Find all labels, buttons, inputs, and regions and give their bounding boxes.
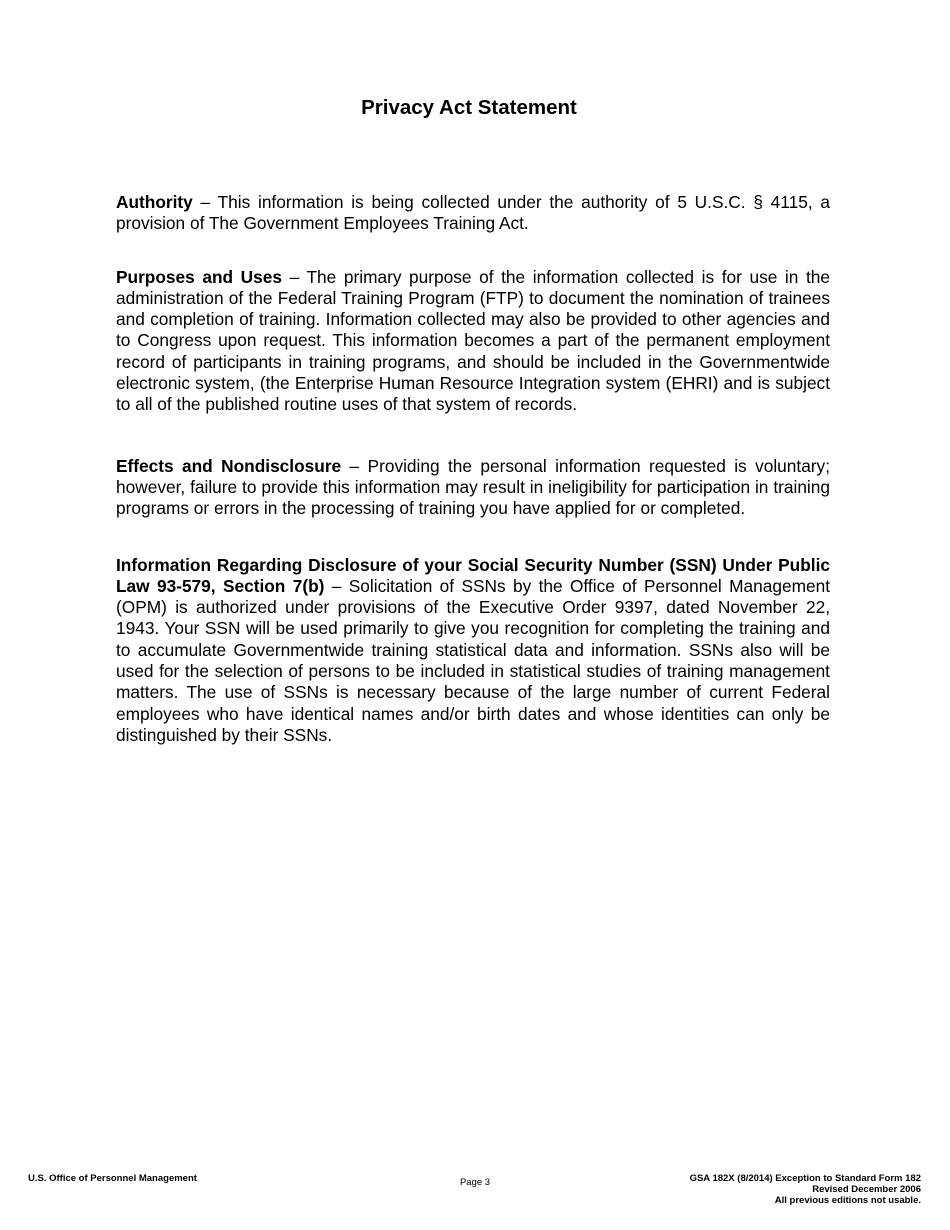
footer-form-number: GSA 182X (8/2014) Exception to Standard Form 182 [689, 1173, 921, 1184]
section-separator: – [192, 192, 218, 212]
section-separator: – [324, 575, 349, 596]
section-body: Solicitation of SSNs by the Office of Personnel Management (OPM) is authorized under provisions of the Executive Order 9397, dated November 22, 1943. Your SSN will be used primarily to give you recognition for completing the training and to accumulate Governmentwide training statistical data and information. SSNs also will be used for the selection of persons to be included in statistical studies of training management matters. The use of SSNs is necessary because of the large number of current Federal employees who have identical names and/or birth dates and whose identities can only be distinguished by their SSNs. [116, 575, 831, 745]
page-title: Privacy Act Statement [361, 96, 577, 119]
footer-agency: U.S. Office of Personnel Management [28, 1173, 197, 1184]
section-heading: Effects and Nondisclosure [116, 455, 342, 476]
section-authority [116, 192, 830, 235]
section-purposes-and-uses [116, 267, 830, 416]
section-separator: – [281, 266, 307, 287]
section-body: This information is being collected under the authority of 5 U.S.C. § 4115, a provision of The Government Employees Training Act. [116, 192, 830, 234]
footer-revision-date: Revised December 2006 [812, 1184, 921, 1195]
footer-page-number: Page 3 [459, 1177, 491, 1188]
section-effects-and-nondisclosure [116, 456, 830, 520]
document-body [116, 192, 830, 746]
section-heading: Purposes and Uses [116, 266, 282, 287]
footer-editions-note: All previous editions not usable. [774, 1195, 921, 1206]
section-body: The primary purpose of the information collected is for use in the administration of the Federal Training Program (FTP) to document the nomination of trainees and completion of training. Information collected may also be provided to other agencies and to Congress upon request. This information becomes a part of the permanent employment record of participants in training programs, and should be included in the Governmentwide electronic system, (the Enterprise Human Resource Integration system (EHRI) and is subject to all of the published routine uses of that system of records. [116, 266, 830, 415]
section-heading: Information Regarding Disclosure of your Social Security Number (SSN) Under Public Law 93-579, Section 7(b) [116, 554, 830, 596]
section-separator: – [341, 455, 368, 476]
section-body: Providing the personal information requested is voluntary; however, failure to provide this information may result in ineligibility for participation in training programs or errors in the processing of training you have applied for or completed. [116, 455, 831, 519]
section-ssn-disclosure [116, 555, 830, 747]
section-heading: Authority [116, 192, 193, 212]
footer-form-info [690, 1173, 921, 1206]
